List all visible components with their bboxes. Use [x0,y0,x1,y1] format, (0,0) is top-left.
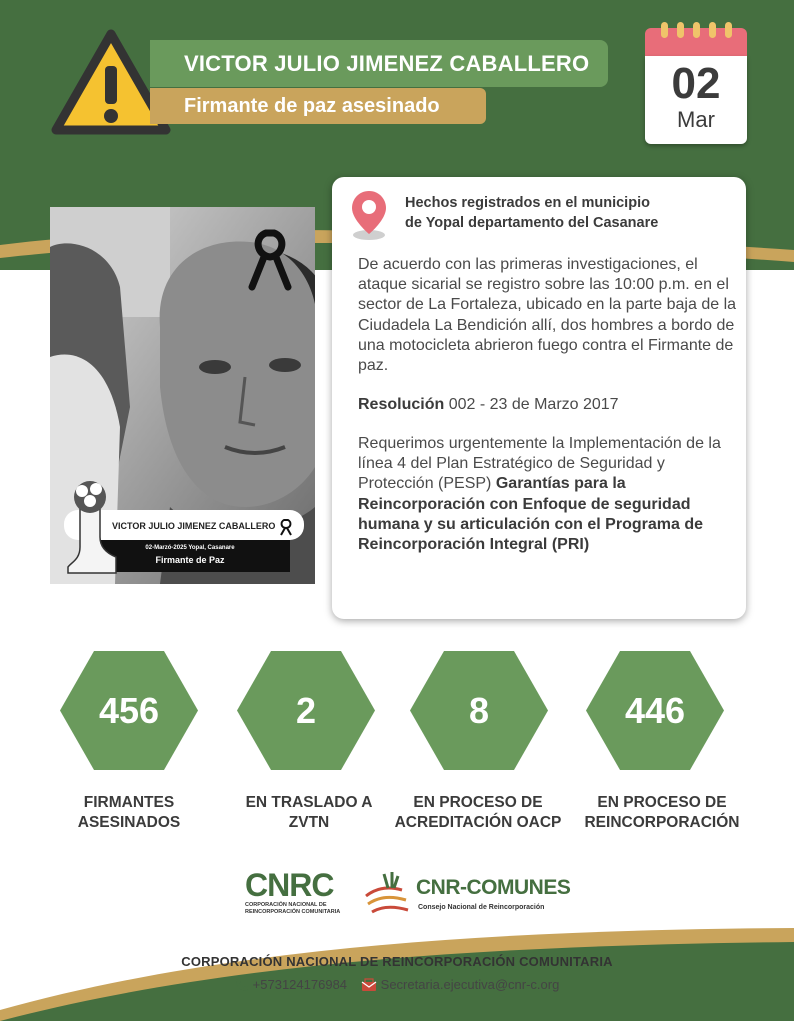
cnrc-logo-text: CNRC [245,867,334,903]
stat-value: 2 [295,690,317,731]
calendar-ring [693,22,700,38]
stat-hexagon [586,651,724,770]
location-line-1: Hechos registrados en el municipio [405,195,650,211]
request-bold: Garantías para la Reincorporación con Enfoque de seguridad humana y su articulación con el Programa de Reincorporación Integral (PRI) [358,475,703,554]
calendar-day: 02 [671,59,721,108]
phone-icon [235,978,249,992]
calendar-ring [677,22,684,38]
request-plain: Requerimos urgentemente la Implementación de la línea 4 del Plan Estratégico de Seguridad y Protección (PESP) [358,435,721,493]
calendar-ring [661,22,668,38]
stat-hexagon [60,651,198,770]
victim-photo [50,207,315,584]
stat-label: EN TRASLADO A ZVTN [245,794,373,831]
photo-caption-date-place: 02-Marzó-2025 Yopal, Casanare [145,545,235,551]
location-pin-icon [350,189,388,241]
location-line-2: de Yopal departamento del Casanare [405,215,659,231]
victim-status-banner: Firmante de paz asesinado [150,88,486,124]
calendar-ring [725,22,732,38]
calendar-ring [709,22,716,38]
photo-caption-role: Firmante de Paz [155,555,225,565]
stat-label: EN PROCESO DE ACREDITACIÓN OACP [394,794,562,831]
cnr-comunes-logo-text: CNR-COMUNES [416,876,571,899]
stat-label: FIRMANTES ASESINADOS [77,794,181,831]
incident-description: De acuerdo con las primeras investigaciones, el ataque sicarial se registro sobre las 10:00 p.m. en el sector de La Fortaleza, ubicado en la parte baja de la Ciudadela La Bendición allí, dos hombres a bordo de una motocicleta abrieron fuego contra el Firmante de paz. [358,256,737,375]
stat-value: 456 [98,690,160,731]
cnr-comunes-logo [362,866,571,918]
organization-name: CORPORACIÓN NACIONAL DE REINCORPORACIÓN COMUNITARIA [181,954,613,969]
email-icon [361,978,377,992]
resolution-value: 002 - 23 de Marzo 2017 [448,396,619,413]
calendar-month: Mar [677,107,715,132]
stat-value: 8 [468,690,490,731]
resolution [358,395,738,415]
victim-name-banner: VICTOR JULIO JIMENEZ CABALLERO [150,40,608,87]
cnrc-logo [245,868,345,918]
contact-info [0,976,794,992]
resolution-label: Resolución [358,396,445,413]
email-contact[interactable] [361,977,560,993]
stat-label: EN PROCESO DE REINCORPORACIÓN [584,794,740,831]
cnr-comunes-logo-subtitle: Consejo Nacional de Reincorporación [418,904,545,911]
cnrc-logo-subtitle-2: REINCORPORACIÓN COMUNITARIA [245,909,341,915]
stat-hexagon [410,651,548,770]
hands-emblem-icon [362,866,414,918]
cnrc-logo-subtitle-1: CORPORACIÓN NACIONAL DE [245,902,327,908]
calendar-date [645,22,747,144]
phone-number: +573124176984 [252,976,348,992]
request-text [358,434,738,555]
photo-caption-name: VICTOR JULIO JIMENEZ CABALLERO [112,521,276,531]
footer-swoosh [0,920,794,1021]
incident-location [405,193,735,233]
calendar-body [645,56,747,144]
phone-contact[interactable] [235,977,347,993]
stat-value: 446 [624,690,686,731]
email-address: Secretaria.ejecutiva@cnr-c.org [380,976,560,992]
stat-hexagon [237,651,375,770]
